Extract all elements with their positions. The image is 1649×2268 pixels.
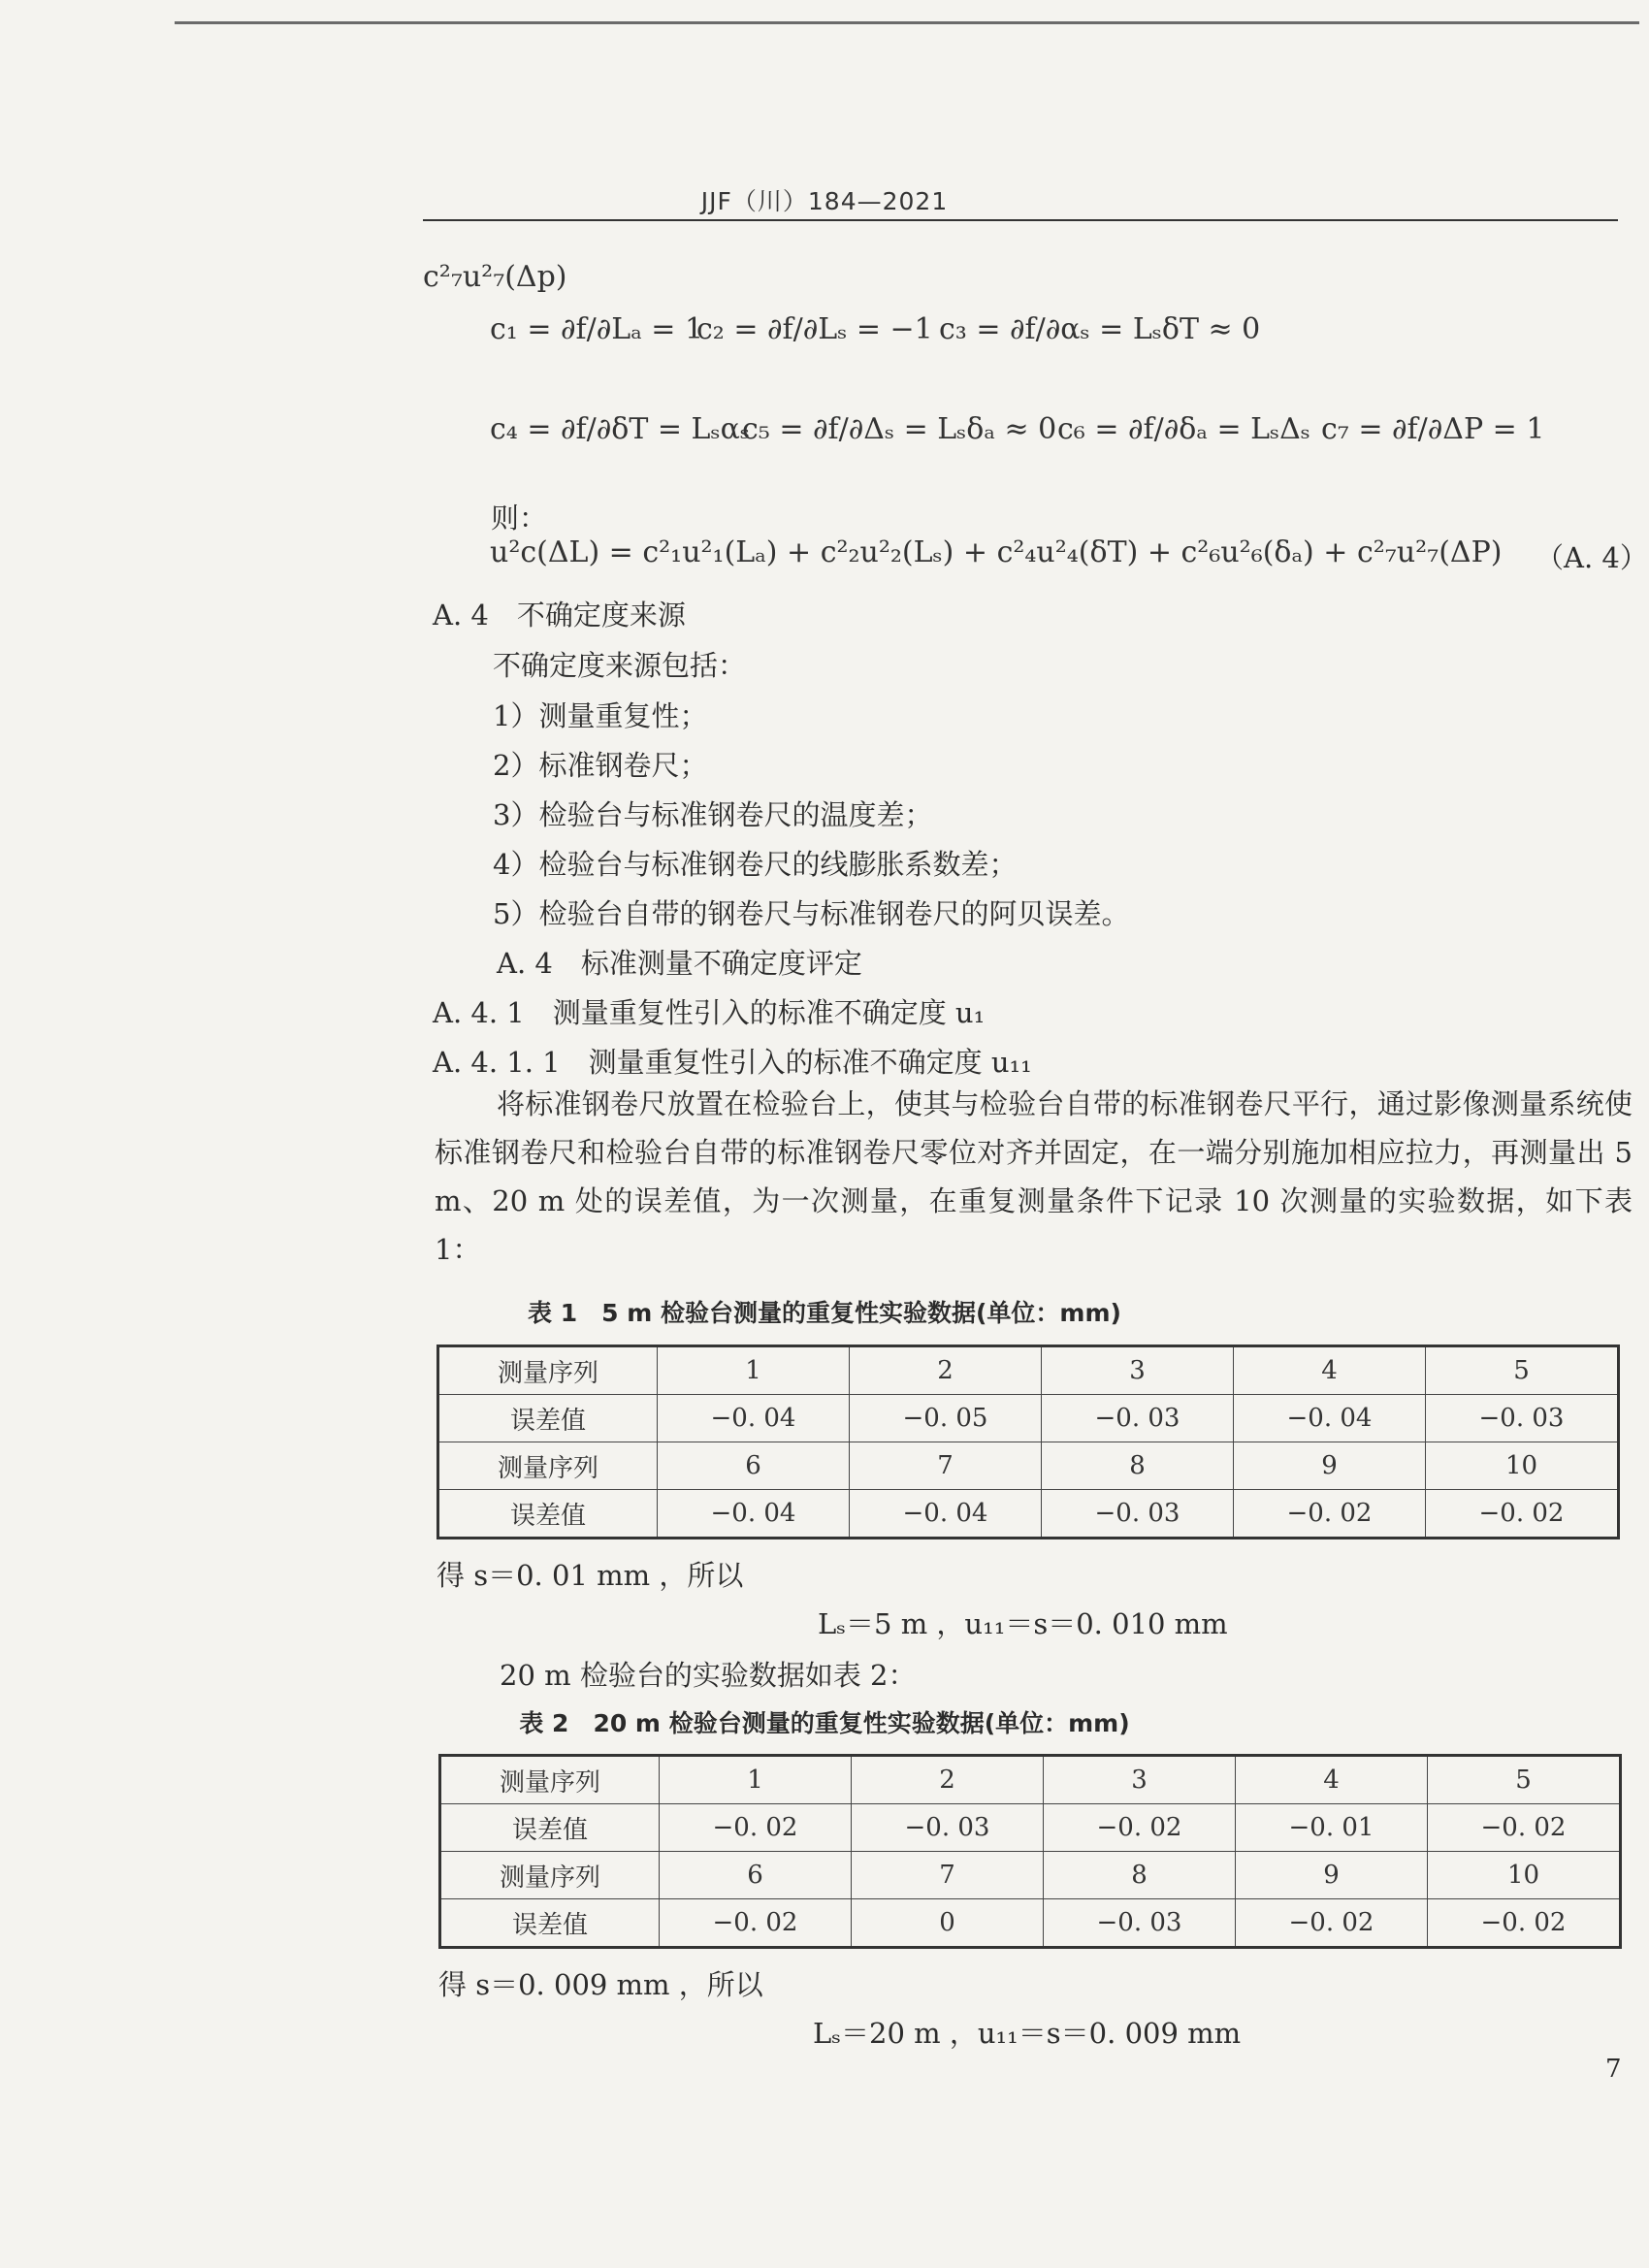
table-cell: 0 (852, 1899, 1044, 1948)
table-cell: −0. 03 (1426, 1395, 1619, 1442)
coef-c3-text: c₃ = ∂f/∂αₛ = LₛδT ≈ 0 (939, 312, 1261, 346)
table-cell: 4 (1234, 1346, 1426, 1395)
page-number: 7 (1605, 2055, 1622, 2084)
table-cell: 1 (660, 1756, 852, 1804)
table-cell: 5 (1426, 1346, 1619, 1395)
table2 (438, 1754, 1622, 1949)
table-cell: 测量序列 (440, 1852, 660, 1899)
table-cell: −0. 05 (850, 1395, 1042, 1442)
table-cell: −0. 04 (658, 1395, 850, 1442)
table-row (438, 1346, 1619, 1395)
coef-c1 (490, 312, 703, 346)
coef-c2 (696, 312, 933, 346)
table2-result-eq: Lₛ＝20 m ，u₁₁＝s＝0. 009 mm (813, 2017, 1242, 2050)
sources-intro: 不确定度来源包括： (493, 649, 747, 682)
section-a4-eval: A. 4 标准测量不确定度评定 (497, 947, 862, 980)
coef-c5 (742, 412, 1056, 446)
section-a4-title: A. 4 不确定度来源 (433, 599, 686, 632)
table-cell: −0. 02 (1428, 1899, 1621, 1948)
formula-prev-tail (423, 260, 567, 294)
table-cell: 6 (660, 1852, 852, 1899)
header-rule (423, 219, 1618, 221)
table-cell: −0. 02 (660, 1804, 852, 1852)
table-cell: 9 (1236, 1852, 1428, 1899)
coef-c6 (1057, 412, 1310, 446)
table-cell: 7 (850, 1442, 1042, 1490)
coef-c2-text: c₂ = ∂f/∂Lₛ = −1 (696, 312, 933, 346)
table-cell: 6 (658, 1442, 850, 1490)
table-cell: 10 (1426, 1442, 1619, 1490)
table-row (440, 1852, 1621, 1899)
table-cell: 9 (1234, 1442, 1426, 1490)
table-cell: −0. 02 (1426, 1490, 1619, 1539)
section-a411: A. 4. 1. 1 测量重复性引入的标准不确定度 u₁₁ (433, 1046, 1032, 1079)
table-cell: 误差值 (438, 1490, 658, 1539)
table-cell: 5 (1428, 1756, 1621, 1804)
table-row (438, 1395, 1619, 1442)
table1-result-line: 得 s＝0. 01 mm ，所以 (436, 1559, 744, 1592)
source-item: 1）测量重复性； (493, 699, 708, 732)
combined-uncertainty-eq (490, 535, 1502, 569)
equation-number: （A. 4） (1536, 541, 1648, 574)
source-item: 2）标准钢卷尺； (493, 749, 708, 782)
method-paragraph: 将标准钢卷尺放置在检验台上，使其与检验台自带的标准钢卷尺平行，通过影像测量系统使标准钢卷尺和检验台自带的标准钢卷尺零位对齐并固定，在一端分别施加相应拉力，再测量出 5 m、20 m 处的误差值，为一次测量，在重复测量条件下记录 10 次测量的实验数据，如下表 1： (435, 1087, 1633, 1266)
table2-intro: 20 m 检验台的实验数据如表 2： (500, 1659, 917, 1692)
table-cell: 3 (1042, 1346, 1234, 1395)
coef-c5-text: c₅ = ∂f/∂Δₛ = Lₛδₐ ≈ 0 (742, 412, 1057, 446)
table-cell: 3 (1044, 1756, 1236, 1804)
table-cell: −0. 04 (1234, 1395, 1426, 1442)
table1-caption: 表 1 5 m 检验台测量的重复性实验数据(单位：mm) (528, 1299, 1121, 1327)
coef-c1-text: c₁ = ∂f/∂Lₐ = 1 (490, 312, 704, 346)
source-item: 3）检验台与标准钢卷尺的温度差； (493, 798, 933, 831)
scan-top-edge (175, 21, 1639, 24)
coef-c4 (490, 412, 750, 446)
prev-tail-text: c²₇u²₇(Δp) (423, 260, 567, 294)
table-cell: 误差值 (438, 1395, 658, 1442)
table-cell: 10 (1428, 1852, 1621, 1899)
table-cell: −0. 03 (1044, 1899, 1236, 1948)
coef-c4-text: c₄ = ∂f/∂δT = Lₛαₛ (490, 412, 750, 446)
table-cell: −0. 03 (1042, 1395, 1234, 1442)
table-cell: 8 (1044, 1852, 1236, 1899)
then-label: 则： (491, 502, 548, 535)
source-item: 5）检验台自带的钢卷尺与标准钢卷尺的阿贝误差。 (493, 897, 1130, 930)
table-cell: −0. 02 (660, 1899, 852, 1948)
table-cell: −0. 02 (1044, 1804, 1236, 1852)
table-cell: 测量序列 (438, 1346, 658, 1395)
coef-c7 (1321, 412, 1544, 446)
table-cell: 4 (1236, 1756, 1428, 1804)
uc-text: u²c(ΔL) = c²₁u²₁(Lₐ) + c²₂u²₂(Lₛ) + c²₄u²₄(δT) + c²₆u²₆(δₐ) + c²₇u²₇(ΔP) (490, 535, 1503, 569)
coef-c3 (939, 312, 1260, 346)
table-cell: −0. 02 (1236, 1899, 1428, 1948)
table-cell: −0. 02 (1428, 1804, 1621, 1852)
table-cell: 误差值 (440, 1804, 660, 1852)
table2-result-line: 得 s＝0. 009 mm ，所以 (438, 1968, 763, 2001)
table-row (438, 1442, 1619, 1490)
page-header: JJF（川）184—2021 (700, 187, 949, 215)
table-cell: 2 (850, 1346, 1042, 1395)
table2-caption: 表 2 20 m 检验台测量的重复性实验数据(单位：mm) (519, 1709, 1130, 1737)
table-cell: −0. 01 (1236, 1804, 1428, 1852)
table-cell: −0. 02 (1234, 1490, 1426, 1539)
table1 (436, 1345, 1620, 1539)
table-cell: 8 (1042, 1442, 1234, 1490)
table-cell: −0. 03 (1042, 1490, 1234, 1539)
table-row (440, 1756, 1621, 1804)
table-cell: −0. 04 (850, 1490, 1042, 1539)
coef-c7-text: c₇ = ∂f/∂ΔP = 1 (1321, 412, 1545, 446)
table-cell: 测量序列 (440, 1756, 660, 1804)
source-item: 4）检验台与标准钢卷尺的线膨胀系数差； (493, 848, 1018, 881)
table1-result-eq: Lₛ＝5 m ，u₁₁＝s＝0. 010 mm (818, 1607, 1228, 1640)
table-cell: −0. 04 (658, 1490, 850, 1539)
table-cell: 1 (658, 1346, 850, 1395)
table-cell: 测量序列 (438, 1442, 658, 1490)
table-row (438, 1490, 1619, 1539)
table-row (440, 1899, 1621, 1948)
table-row (440, 1804, 1621, 1852)
table-cell: 7 (852, 1852, 1044, 1899)
table-cell: 误差值 (440, 1899, 660, 1948)
table-cell: −0. 03 (852, 1804, 1044, 1852)
coef-c6-text: c₆ = ∂f/∂δₐ = LₛΔₛ (1057, 412, 1310, 446)
section-a41: A. 4. 1 测量重复性引入的标准不确定度 u₁ (433, 996, 986, 1029)
table-cell: 2 (852, 1756, 1044, 1804)
